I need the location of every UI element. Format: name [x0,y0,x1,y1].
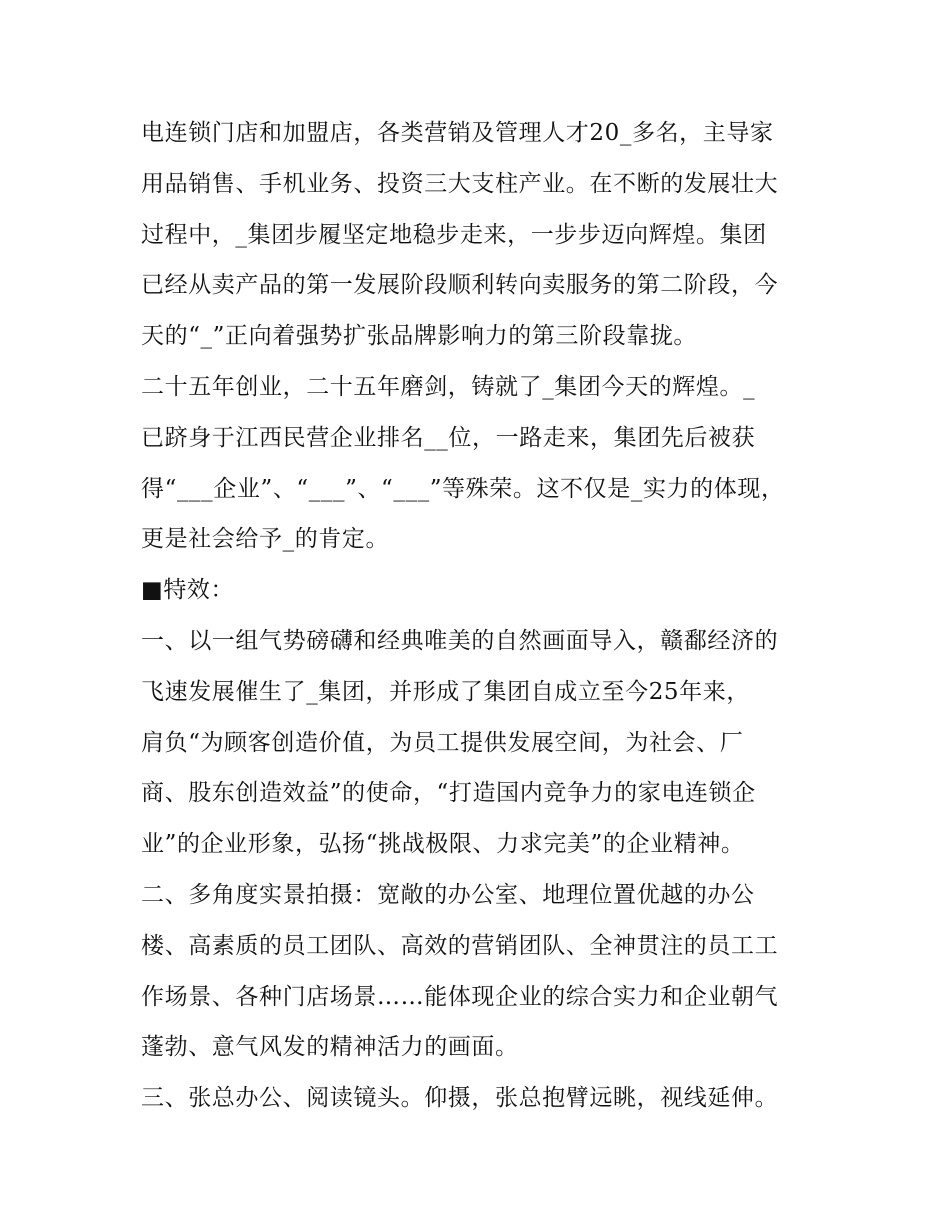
text-line: 一、以一组气势磅礴和经典唯美的自然画面导入，赣鄱经济的 [141,627,779,654]
text-line: 业”的企业形象，弘扬“挑战极限、力求完美”的企业精神。 [141,831,745,858]
text-line: 用品销售、手机业务、投资三大支柱产业。在不断的发展壮大 [141,170,779,197]
text-line: 得“___企业”、“___”、“___”等殊荣。这不仅是_实力的体现， [141,475,785,502]
text-line: 电连锁门店和加盟店，各类营销及管理人才20_多名，主导家 [141,120,774,146]
document-body [141,108,821,1124]
text-line: 三、张总办公、阅读镜头。仰摄，张总抱臂远眺，视线延伸。 [141,1085,779,1112]
text-line: 商、股东创造效益”的使命，“打造国内竞争力的家电连锁企 [141,780,756,807]
text-line: 作场景、各种门店场景……能体现企业的综合实力和企业朝气 [141,983,779,1010]
text-line: 更是社会给予_的肯定。 [141,526,390,553]
text-line: 肩负“为顾客创造价值，为员工提供发展空间，为社会、厂 [141,729,744,756]
text-line: 蓬勃、意气风发的精神活力的画面。 [141,1034,519,1061]
text-line: 过程中，_集团步履坚定地稳步走来，一步步迈向辉煌。集团 [141,221,767,248]
text-line: 飞速发展催生了_集团，并形成了集团自成立至今25年来， [141,678,750,705]
text-line: 已经从卖产品的第一发展阶段顺利转向卖服务的第二阶段，今 [141,272,779,299]
text-line: 二、多角度实景拍摄：宽敞的办公室、地理位置优越的办公 [141,881,755,908]
text-line: 楼、高素质的员工团队、高效的营销团队、全神贯注的员工工 [141,932,779,959]
text-line: 天的“_”正向着强势扩张品牌影响力的第三阶段靠拢。 [141,323,698,350]
text-line: 已跻身于江西民营企业排名__位，一路走来，集团先后被获 [141,424,756,451]
section-heading: ■特效： [141,577,235,604]
text-line: 二十五年创业，二十五年磨剑，铸就了_集团今天的辉煌。_ [141,373,756,400]
